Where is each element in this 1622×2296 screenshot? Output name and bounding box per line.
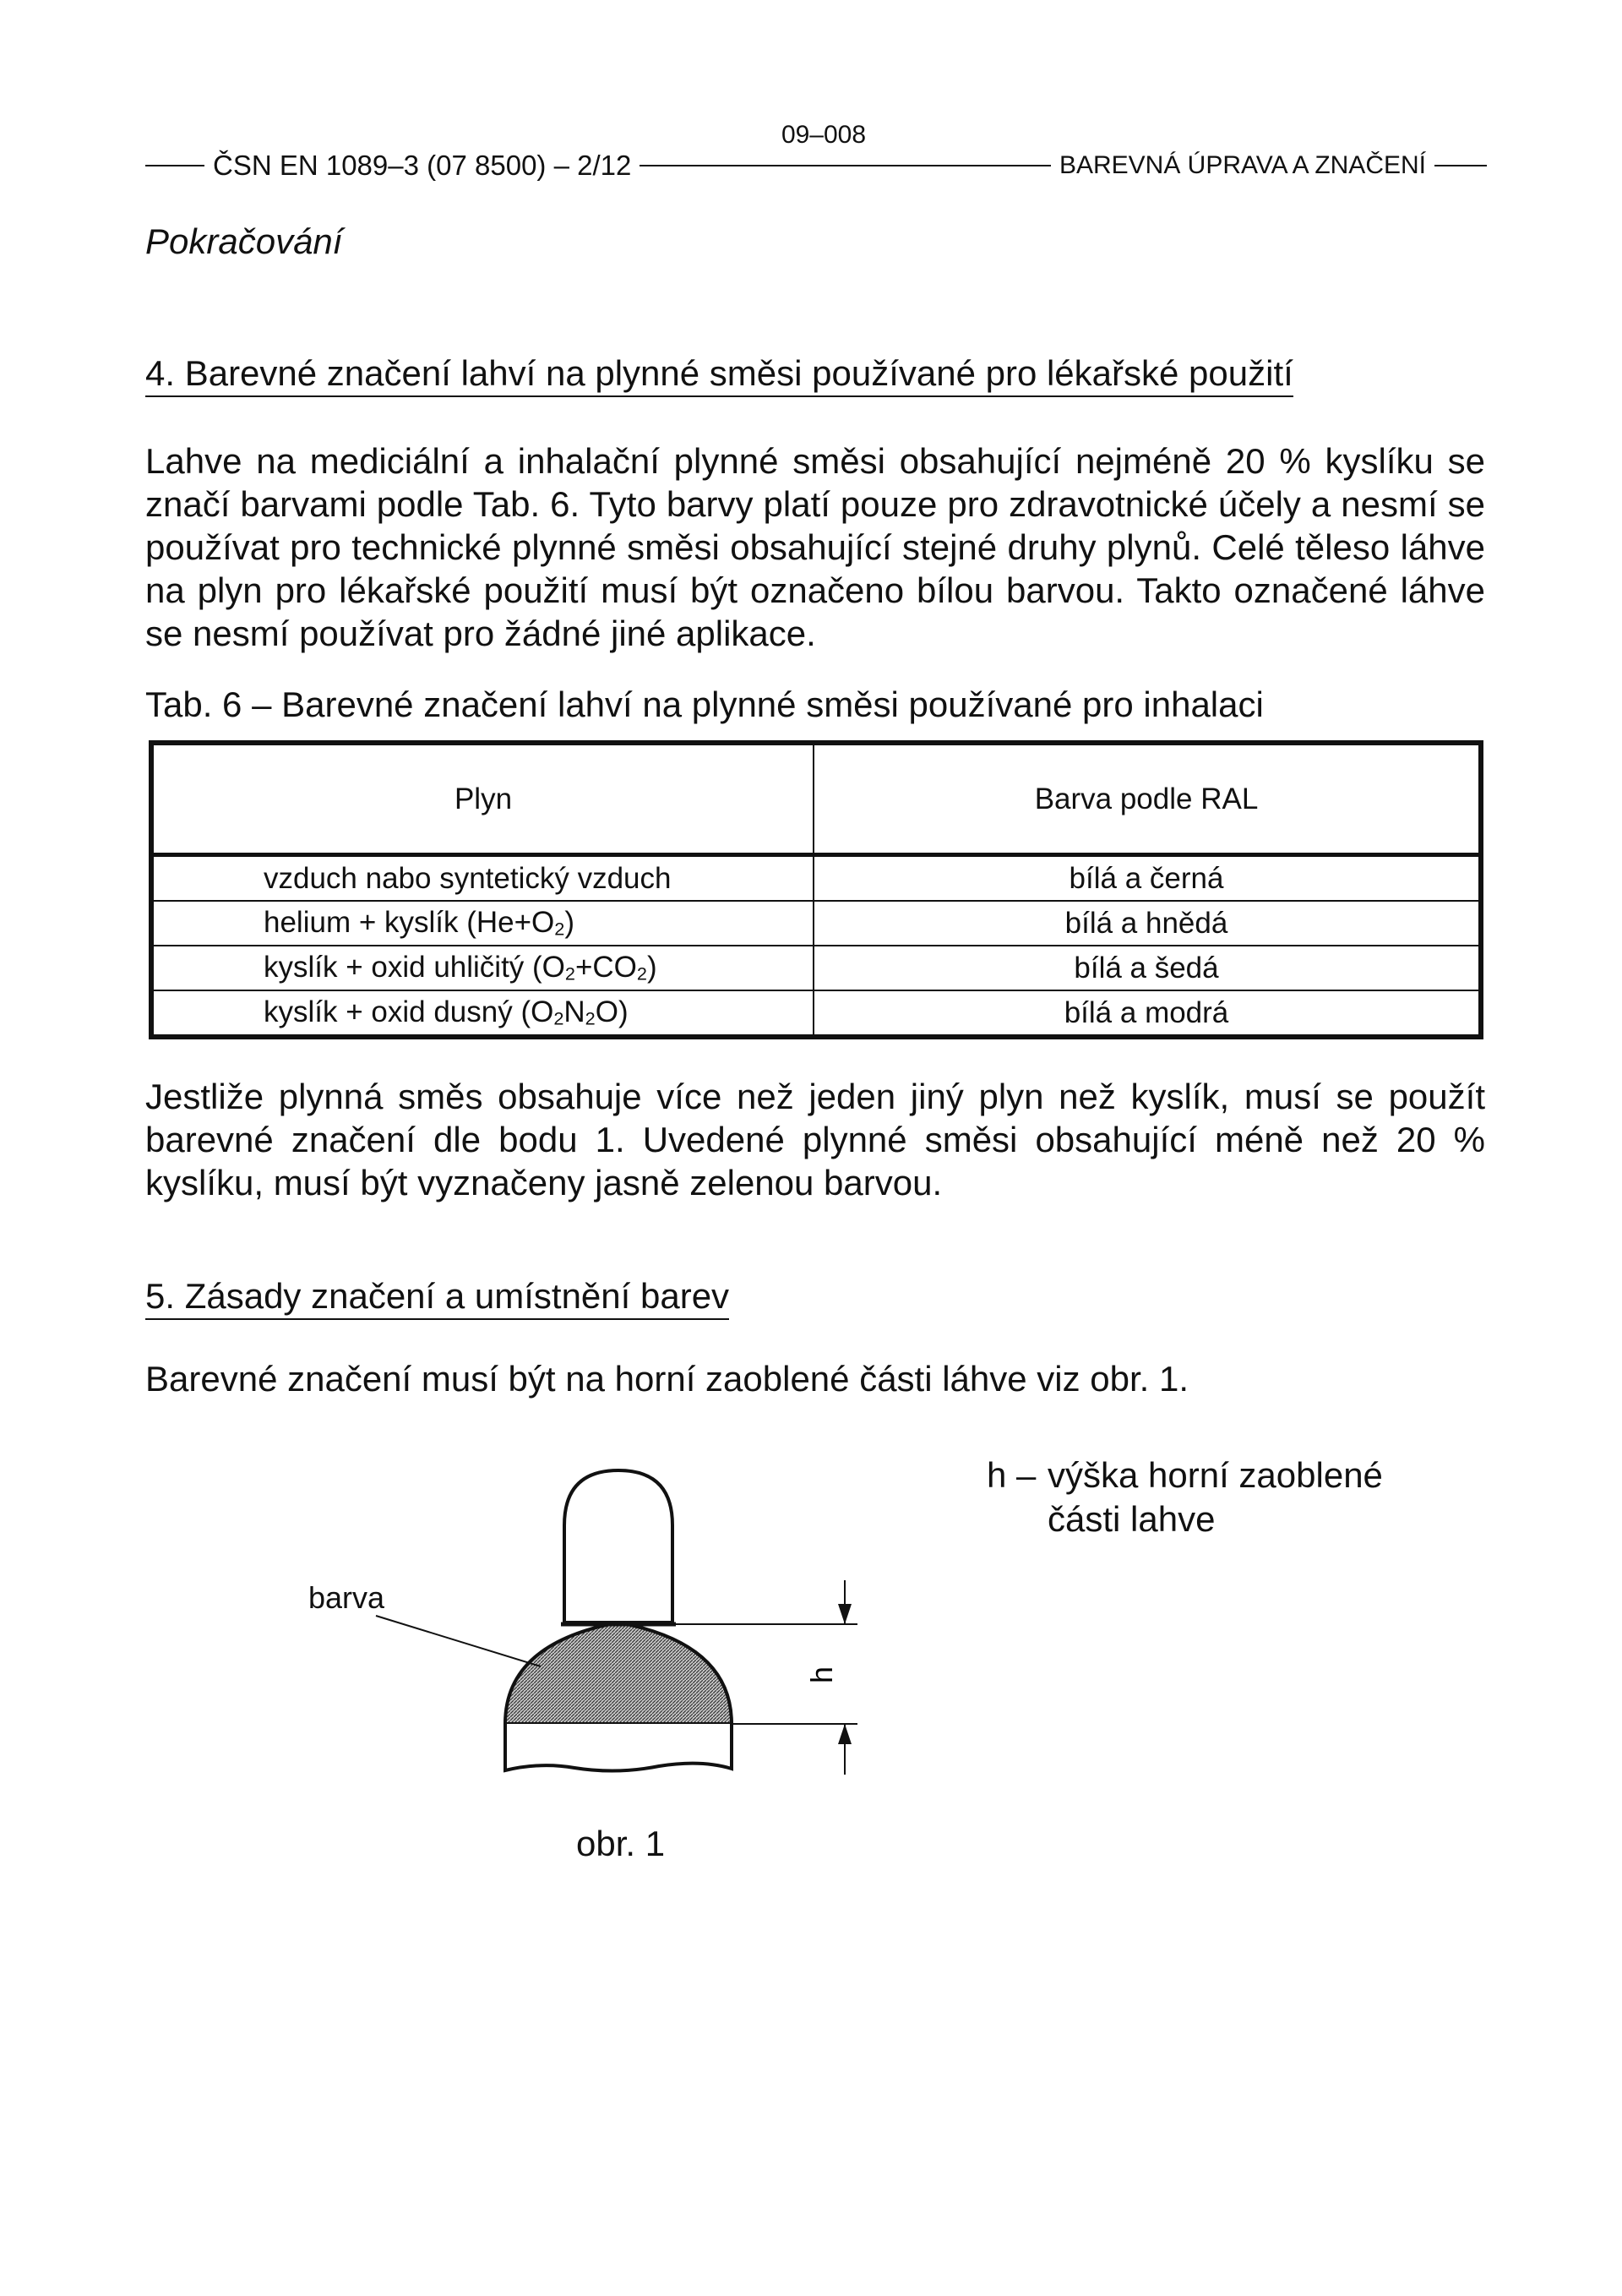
legend-description: výška horní zaoblené části lahve <box>1048 1455 1383 1539</box>
color-cell: bílá a hnědá <box>814 901 1481 946</box>
section-5-heading: 5. Zásady značení a umístnění barev <box>145 1276 729 1320</box>
gas-cell: helium + kyslík $(He+O_2)$ <box>151 901 814 946</box>
table-caption: Tab. 6 – Barevné značení lahví na plynné směsi používané pro inhalaci <box>145 684 1264 724</box>
column-header-gas: Plyn <box>151 743 814 855</box>
bottle-body <box>505 1724 732 1771</box>
arrowhead <box>838 1604 852 1624</box>
header-rule <box>640 165 1051 166</box>
table-header-row <box>151 743 1481 855</box>
gas-cell: kyslík + oxid dusný $(O_2N_2O)$ <box>151 990 814 1037</box>
table-row <box>151 901 1481 946</box>
label-leader-line <box>376 1616 541 1666</box>
header-rule <box>1434 165 1487 166</box>
gas-cell: kyslík + oxid uhličitý $(O_2+CO_2)$ <box>151 946 814 990</box>
table-row <box>151 990 1481 1037</box>
gas-cell: vzduch nabo syntetický vzduch <box>151 855 814 902</box>
standard-reference: ČSN EN 1089–3 (07 8500) – 2/12 <box>213 150 632 181</box>
table-row <box>151 855 1481 902</box>
color-cell: bílá a modrá <box>814 990 1481 1037</box>
column-header-color: Barva podle RAL <box>814 743 1481 855</box>
header-rule <box>145 165 204 166</box>
section-subject: BAREVNÁ ÚPRAVA A ZNAČENÍ <box>1059 151 1426 179</box>
legend-key: h – <box>987 1455 1037 1495</box>
section-5-paragraph: Barevné značení musí být na horní zaoblené části láhve viz obr. 1. <box>145 1359 1189 1399</box>
table-row <box>151 946 1481 990</box>
dimension-label-h: h <box>804 1666 839 1684</box>
color-cell: bílá a černá <box>814 855 1481 902</box>
continuation-note: Pokračování <box>145 221 343 261</box>
colored-shoulder <box>505 1622 732 1724</box>
document-code: 09–008 <box>781 121 867 149</box>
color-label: barva <box>308 1580 385 1615</box>
page-header <box>145 145 1487 186</box>
arrowhead <box>838 1724 852 1744</box>
bottle-cap <box>564 1470 672 1622</box>
section-4-paragraph: Lahve na mediciální a inhalační plynné směsi obsahující nejméně 20 % kyslíku se značí barvami podle Tab. 6. Tyto barvy platí pouze pro zdravotnické účely a nesmí se používat pro technické plynné směsi obsahující stejné druhy plynů. Celé těleso láhve na plyn pro lékařské použití musí být označeno bílou barvou. Takto označené láhve se nesmí používat pro žádné jiné aplikace. <box>145 441 1485 653</box>
section-4-heading: 4. Barevné značení lahví na plynné směsi používané pro lékařské použití <box>145 353 1293 397</box>
after-table-paragraph: Jestliže plynná směs obsahuje více než jeden jiný plyn než kyslík, musí se použít barevné značení dle bodu 1. Uvedené plynné směsi obsahující méně než 20 % kyslíku, musí být vyznačeny jasně zelenou barvou. <box>145 1077 1485 1203</box>
color-table <box>149 740 1483 1039</box>
color-cell: bílá a šedá <box>814 946 1481 990</box>
figure-caption: obr. 1 <box>576 1824 666 1863</box>
bottle-figure <box>287 1437 929 1808</box>
